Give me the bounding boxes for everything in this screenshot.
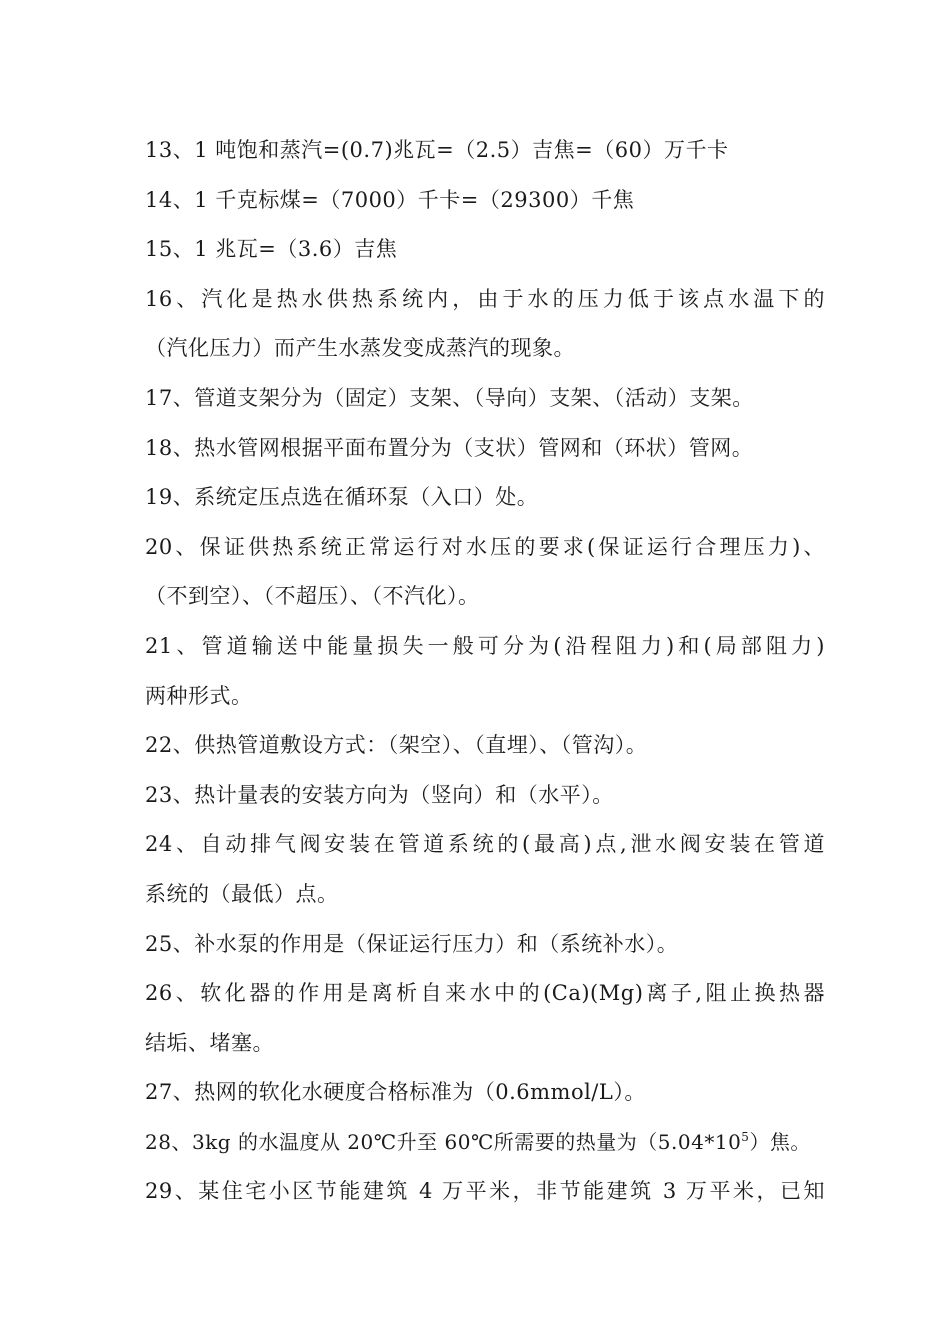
text-line: 18、热水管网根据平面布置分为（支状）管网和（环状）管网。 (145, 435, 754, 460)
text-line: 23、热计量表的安装方向为（竖向）和（水平）。 (145, 782, 614, 807)
text-line: 两种形式。 (145, 683, 253, 708)
text-line: 27、热网的软化水硬度合格标准为（0.6mmol/L）。 (145, 1080, 646, 1105)
text-line: 24、自动排气阀安装在管道系统的(最高)点,泄水阀安装在管道 (145, 832, 825, 857)
text-line: 19、系统定压点选在循环泵（入口）处。 (145, 485, 539, 510)
text-line: 21、管道输送中能量损失一般可分为(沿程阻力)和(局部阻力) (145, 633, 825, 658)
text-segment: 28、3kg 的水温度从 20℃升至 60℃所需要的热量为（5.04*10 (145, 1129, 742, 1154)
text-line-with-superscript (145, 1118, 825, 1168)
text-line: 26、软化器的作用是离析自来水中的(Ca)(Mg)离子,阻止换热器 (145, 981, 825, 1006)
text-line: 13、1 吨饱和蒸汽=(0.7)兆瓦=（2.5）吉焦=（60）万千卡 (145, 138, 729, 162)
text-line: 14、1 千克标煤=（7000）千卡=（29300）千焦 (145, 187, 635, 212)
text-line: 17、管道支架分为（固定）支架、（导向）支架、（活动）支架。 (145, 385, 754, 410)
text-line: 15、1 兆瓦=（3.6）吉焦 (145, 237, 398, 262)
document-body (145, 126, 825, 1217)
text-segment: ）焦。 (749, 1129, 811, 1154)
text-line: 20、保证供热系统正常运行对水压的要求(保证运行合理压力)、 (145, 534, 825, 559)
text-line: 22、供热管道敷设方式：（架空）、（直埋）、（管沟）。 (145, 733, 648, 758)
text-line: 系统的（最低）点。 (145, 881, 339, 906)
text-line: 25、补水泵的作用是（保证运行压力）和（系统补水）。 (145, 931, 679, 956)
text-line: 29、某住宅小区节能建筑 4 万平米，非节能建筑 3 万平米，已知 (145, 1179, 825, 1204)
text-line: 16、汽化是热水供热系统内，由于水的压力低于该点水温下的 (145, 286, 825, 311)
superscript: 5 (741, 1129, 750, 1144)
text-line: （汽化压力）而产生水蒸发变成蒸汽的现象。 (145, 336, 575, 361)
text-line: 结垢、堵塞。 (145, 1030, 274, 1055)
text-line: （不到空）、（不超压）、（不汽化）。 (145, 584, 480, 609)
